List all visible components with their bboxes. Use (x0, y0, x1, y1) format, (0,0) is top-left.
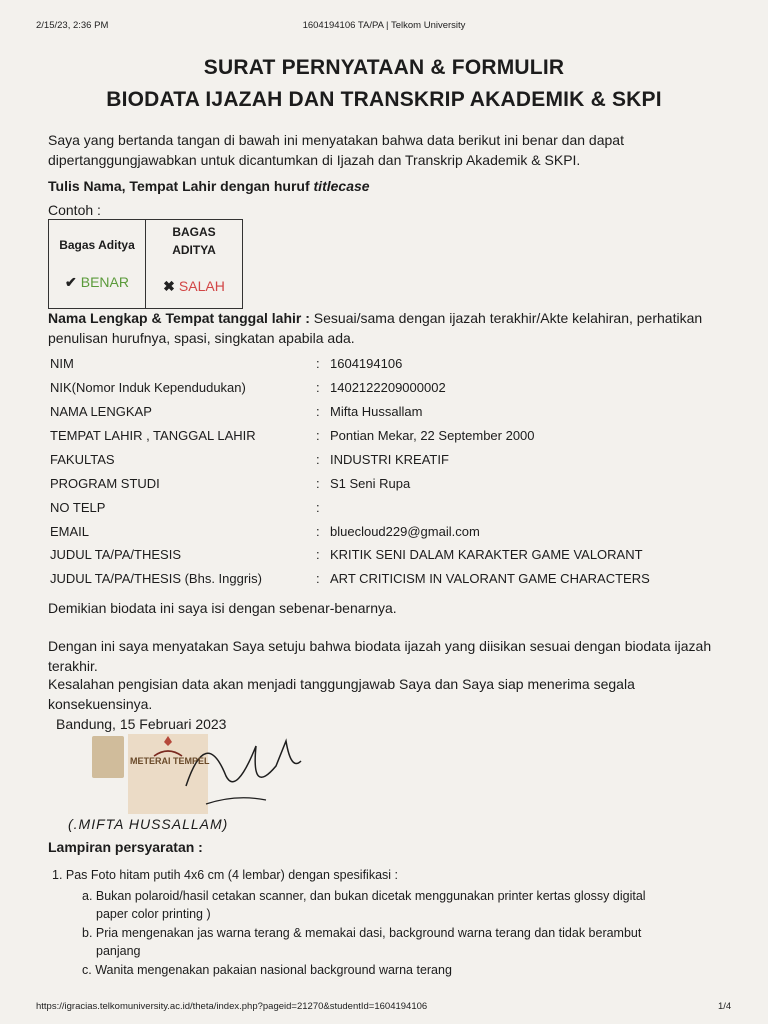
field-row (50, 547, 750, 567)
print-datetime: 2/15/23, 2:36 PM (36, 20, 109, 31)
example-correct-name: Bagas Aditya (59, 238, 135, 252)
instruction-text: Tulis Nama, Tempat Lahir dengan huruf (48, 178, 310, 194)
name-note-text: Sesuai/sama dengan ijazah terakhir/Akte kelahiran, perhatikan penulisan hurufnya, spasi, singkatan apabila ada. (48, 310, 703, 346)
field-value: Pontian Mekar, 22 September 2000 (330, 428, 535, 443)
closing-statement-1: Demikian biodata ini saya isi dengan sebenar-benarnya. (48, 600, 397, 616)
footer-page-number: 1/4 (718, 1001, 732, 1012)
instruction-emphasis: titlecase (313, 178, 370, 194)
document-title-line1: SURAT PERNYATAAN & FORMULIR (203, 56, 565, 79)
attachment-item-b: b. Pria mengenakan jas warna terang & memakai dasi, background warna terang dan tidak berambut (82, 926, 642, 940)
materai-stamp-label: METERAI TEMPEL (130, 756, 210, 766)
attachment-item-b-cont: panjang (96, 944, 141, 958)
attachment-item-c: c. Wanita mengenakan pakaian nasional background warna terang (82, 963, 452, 977)
field-label: NAMA LENGKAP (50, 404, 152, 419)
field-value: 1402122209000002 (330, 380, 446, 395)
field-value: bluecloud229@gmail.com (330, 524, 480, 539)
field-colon: : (316, 500, 320, 515)
field-row (50, 500, 750, 520)
example-correct-verdict (49, 274, 145, 291)
name-note (48, 308, 728, 348)
instruction (48, 176, 728, 196)
field-label: NIM (50, 356, 74, 371)
field-label: EMAIL (50, 524, 90, 539)
example-wrong-name-line1: BAGAS (172, 225, 216, 239)
field-label: NO TELP (50, 500, 106, 515)
signatory-name: (.MIFTA HUSSALLAM) (68, 816, 229, 832)
field-row (50, 356, 750, 376)
example-correct-cell (49, 220, 145, 308)
cross-icon: ✖ (163, 278, 175, 294)
field-label: JUDUL TA/PA/THESIS (Bhs. Inggris) (50, 571, 262, 586)
field-label: JUDUL TA/PA/THESIS (50, 547, 181, 562)
field-colon: : (316, 547, 320, 562)
field-colon: : (316, 404, 320, 419)
attachments-heading: Lampiran persyaratan : (48, 839, 203, 855)
closing-statement-3: Kesalahan pengisian data akan menjadi tanggungjawab Saya dan Saya siap menerima segala konsekuensinya. (48, 676, 635, 712)
attachment-item-a: a. Bukan polaroid/hasil cetakan scanner, dan bukan dicetak menggunakan printer kertas glossy digital (82, 889, 646, 903)
field-value: 1604194106 (330, 356, 403, 371)
wrong-label: SALAH (178, 278, 225, 294)
field-label: PROGRAM STUDI (50, 476, 160, 491)
field-value: ART CRITICISM IN VALORANT GAME CHARACTERS (330, 571, 650, 586)
field-colon: : (316, 428, 320, 443)
example-wrong-verdict (146, 278, 242, 295)
field-value: Mifta Hussallam (330, 404, 423, 419)
correct-label: BENAR (80, 274, 129, 290)
field-colon: : (316, 571, 320, 586)
field-colon: : (316, 476, 320, 491)
intro-statement: Saya yang bertanda tangan di bawah ini menyatakan bahwa data berikut ini benar dan dapat dipertanggungjawabkan untuk dicantumkan di Ijazah dan Transkrip Akademik & SKPI. (48, 132, 624, 168)
field-label: FAKULTAS (50, 452, 115, 467)
closing-statement-2: Dengan ini saya menyatakan Saya setuju bahwa biodata ijazah yang diisikan sesuai dengan biodata ijazah terakhir. (48, 638, 712, 674)
example-table (48, 219, 243, 309)
example-label: Contoh : (48, 202, 101, 218)
name-note-bold: Nama Lengkap & Tempat tanggal lahir : (48, 310, 310, 326)
signature-block (56, 716, 306, 836)
field-row (50, 571, 750, 591)
place-date: Bandung, 15 Februari 2023 (56, 716, 227, 732)
example-wrong-name-line2: ADITYA (172, 243, 216, 257)
field-value: INDUSTRI KREATIF (330, 452, 449, 467)
field-row (50, 524, 750, 544)
print-header-title: 1604194106 TA/PA | Telkom University (302, 20, 466, 31)
field-colon: : (316, 380, 320, 395)
field-value: S1 Seni Rupa (330, 476, 411, 491)
attachment-item-a-cont: paper color printing ) (96, 907, 211, 921)
example-wrong-cell (145, 220, 242, 308)
field-label: NIK(Nomor Induk Kependudukan) (50, 380, 246, 395)
footer-url: https://igracias.telkomuniversity.ac.id/theta/index.php?pageid=21270&studentId=1604194106 (36, 1001, 428, 1012)
document-title-line2: BIODATA IJAZAH DAN TRANSKRIP AKADEMIK & SKPI (106, 88, 662, 111)
field-label: TEMPAT LAHIR , TANGGAL LAHIR (50, 428, 256, 443)
field-colon: : (316, 524, 320, 539)
field-row (50, 380, 750, 400)
attachment-item-1: 1. Pas Foto hitam putih 4x6 cm (4 lembar) dengan spesifikasi : (52, 868, 398, 882)
field-colon: : (316, 356, 320, 371)
checkmark-icon: ✔ (65, 274, 77, 290)
field-row (50, 452, 750, 472)
field-row (50, 476, 750, 496)
field-value: KRITIK SENI DALAM KARAKTER GAME VALORANT (330, 547, 643, 562)
field-row (50, 404, 750, 424)
field-colon: : (316, 452, 320, 467)
field-row (50, 428, 750, 448)
